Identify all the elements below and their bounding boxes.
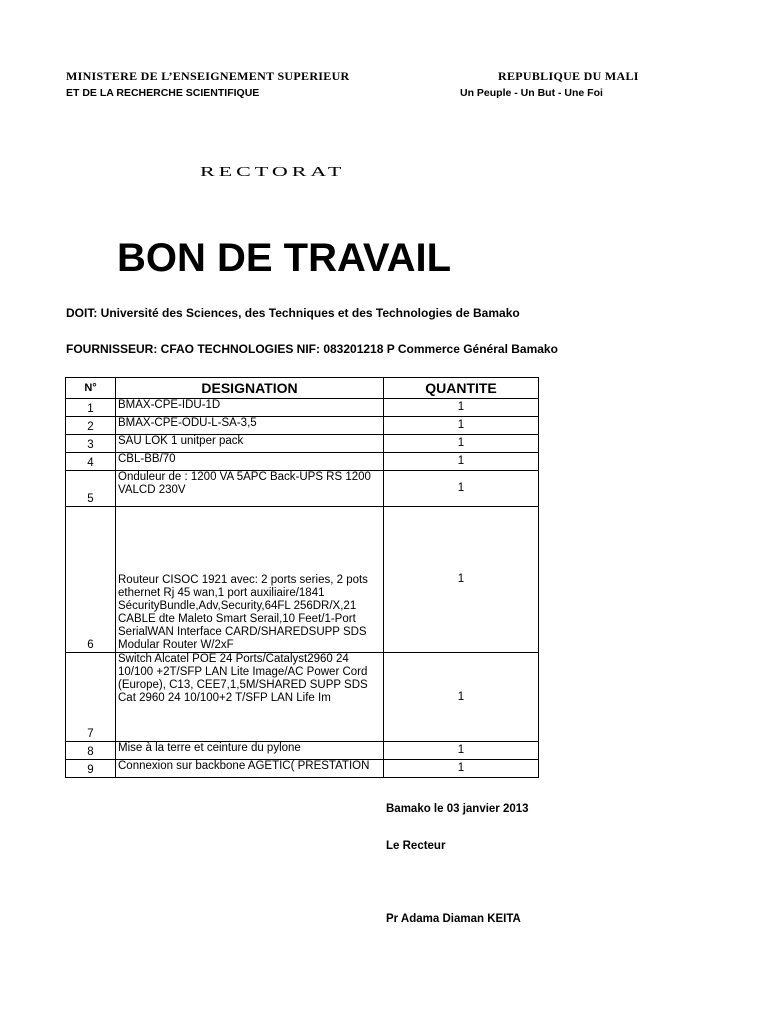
table-row (66, 653, 539, 742)
row-number: 4 (66, 453, 116, 471)
table-row (66, 399, 539, 417)
row-quantity: 1 (384, 471, 539, 507)
row-number: 8 (66, 742, 116, 760)
row-number: 5 (66, 471, 116, 507)
row-designation: Mise à la terre et ceinture du pylone (116, 742, 384, 760)
fournisseur-line: FOURNISSEUR: CFAO TECHNOLOGIES NIF: 083201218 P Commerce Général Bamako (66, 342, 558, 356)
republic-line: REPUBLIQUE DU MALI (498, 69, 639, 83)
row-quantity: 1 (384, 453, 539, 471)
ministry-line-2: ET DE LA RECHERCHE SCIENTIFIQUE (66, 87, 260, 99)
row-quantity: 1 (384, 435, 539, 453)
header-designation: DESIGNATION (116, 378, 384, 399)
row-quantity: 1 (384, 399, 539, 417)
signatory-role: Le Recteur (386, 840, 446, 852)
row-quantity: 1 (384, 653, 539, 742)
header-quantity: QUANTITE (384, 378, 539, 399)
row-designation: Routeur CISOC 1921 avec: 2 ports series, 2 pots ethernet Rj 45 wan,1 port auxiliaire/1841 SécurityBundle,Adv,Security,64FL 256DR/X,21 CABLE dte Maleto Smart Serail,10 Feet/1-Port SerialWAN Interface CARD/SHAREDSUPP SDS Modular Router W/2xF (116, 507, 384, 653)
row-designation: Connexion sur backbone AGETIC( PRESTATION (116, 760, 384, 778)
row-number: 7 (66, 653, 116, 742)
row-quantity: 1 (384, 417, 539, 435)
ministry-line-1: MINISTERE DE L’ENSEIGNEMENT SUPERIEUR (66, 69, 350, 83)
place-date: Bamako le 03 janvier 2013 (386, 803, 529, 815)
row-number: 6 (66, 507, 116, 653)
row-number: 1 (66, 399, 116, 417)
table-row (66, 453, 539, 471)
row-designation: BMAX-CPE-ODU-L-SA-3,5 (116, 417, 384, 435)
table-row (66, 742, 539, 760)
table-row (66, 417, 539, 435)
row-designation: BMAX-CPE-IDU-1D (116, 399, 384, 417)
row-number: 9 (66, 760, 116, 778)
signatory-name: Pr Adama Diaman KEITA (386, 913, 521, 925)
table-row (66, 507, 539, 653)
rectorat-heading: RECTORAT (200, 164, 346, 179)
row-designation: SAU LOK 1 unitper pack (116, 435, 384, 453)
row-quantity: 1 (384, 507, 539, 653)
table-row (66, 435, 539, 453)
row-designation: CBL-BB/70 (116, 453, 384, 471)
row-designation: Switch Alcatel POE 24 Ports/Catalyst2960 24 10/100 +2T/SFP LAN Lite Image/AC Power Cord (Europe), C13, CEE7,1,5M/SHARED SUPP SDS Cat 2960 24 10/100+2 T/SFP LAN Life Im (116, 653, 384, 742)
row-designation: Onduleur de : 1200 VA 5APC Back-UPS RS 1200 VALCD 230V (116, 471, 384, 507)
doit-line: DOIT: Université des Sciences, des Techniques et des Technologies de Bamako (66, 306, 520, 320)
table-row (66, 760, 539, 778)
row-number: 3 (66, 435, 116, 453)
table-header-row (66, 378, 539, 399)
row-number: 2 (66, 417, 116, 435)
row-quantity: 1 (384, 760, 539, 778)
document-title: BON DE TRAVAIL (117, 236, 452, 280)
items-table (65, 377, 539, 778)
row-quantity: 1 (384, 742, 539, 760)
motto-line: Un Peuple - Un But - Une Foi (460, 87, 603, 99)
header-number: N° (66, 378, 116, 399)
table-row (66, 471, 539, 507)
